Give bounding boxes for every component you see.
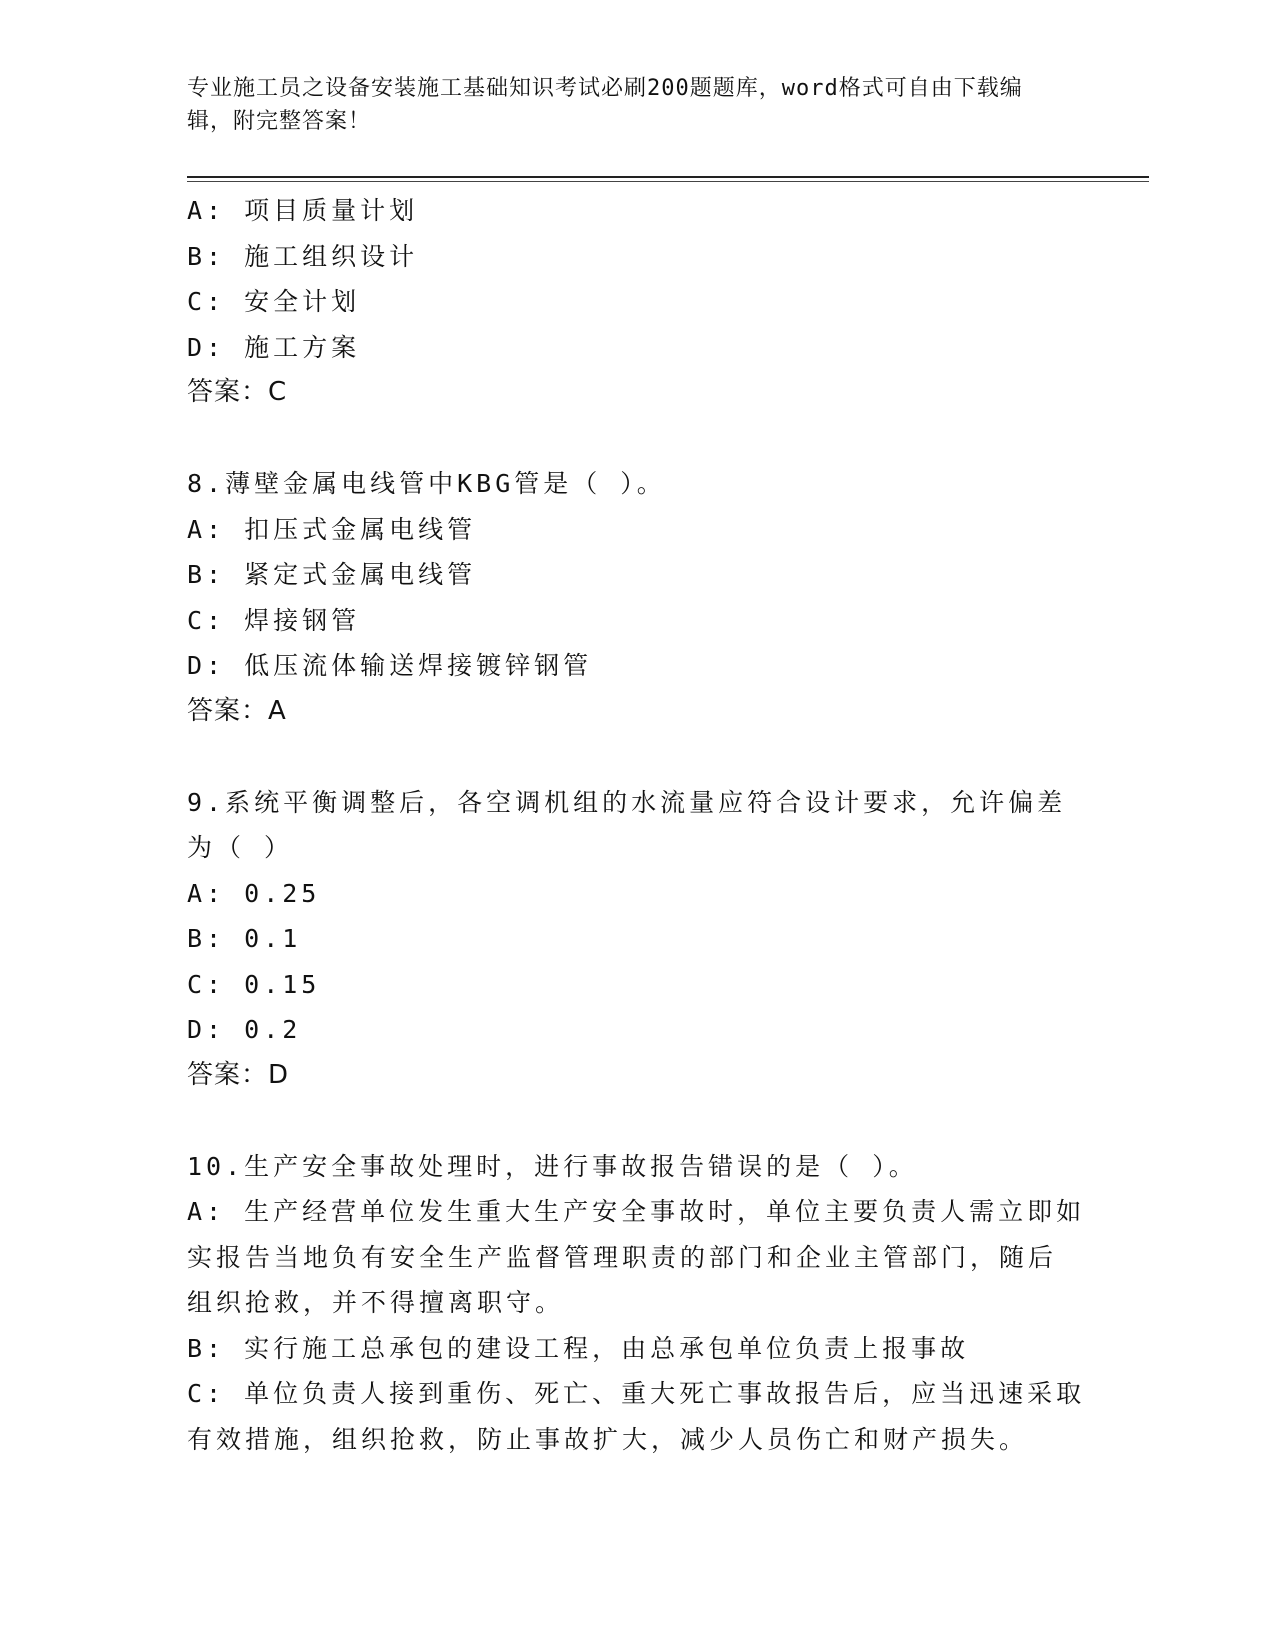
q8-question: 8.薄壁金属电线管中KBG管是（ ）。	[187, 469, 666, 498]
q7-option-a: A: 项目质量计划	[187, 196, 419, 225]
q9-option-a: A: 0.25	[187, 878, 321, 908]
q8-option-a: A: 扣压式金属电线管	[187, 514, 477, 544]
question-8-block	[187, 461, 1067, 734]
spacer	[187, 416, 1087, 462]
q9-option-b: B: 0.1	[187, 924, 302, 953]
q10-question: 10.生产安全事故处理时，进行事故报告错误的是（ ）。	[187, 1151, 918, 1181]
question-10-block	[187, 1144, 1086, 1463]
header-divider-thick	[187, 176, 1149, 178]
document-header: 专业施工员之设备安装施工基础知识考试必刷200题题库，word格式可自由下载编辑，附完整答案！	[187, 76, 1023, 134]
q10-option-a-line-1: A: 生产经营单位发生重大生产安全事故时，单位主要负责人需立即如	[187, 1197, 1086, 1226]
q9-option-d: D: 0.2	[187, 1015, 302, 1044]
question-7-block	[187, 188, 1067, 416]
question-9-block	[187, 780, 1067, 1099]
q7-option-b: B: 施工组织设计	[187, 241, 419, 271]
q9-question-line-2: 为（ ）	[187, 833, 294, 862]
spacer	[187, 734, 1087, 780]
q7-option-d: D: 施工方案	[187, 332, 361, 362]
q8-option-c: C: 焊接钢管	[187, 605, 361, 635]
q10-option-a-line-2: 实报告当地负有安全生产监督管理职责的部门和企业主管部门，随后	[187, 1242, 1058, 1272]
q9-option-c: C: 0.15	[187, 969, 321, 999]
q7-answer: 答案：C	[187, 377, 288, 407]
q10-option-c-line-2: 有效措施，组织抢救，防止事故扩大，减少人员伤亡和财产损失。	[187, 1424, 1029, 1454]
q8-option-d: D: 低压流体输送焊接镀锌钢管	[187, 651, 593, 680]
question-content	[187, 188, 1087, 1462]
q7-option-c: C: 安全计划	[187, 287, 361, 316]
q9-question-line-1: 9.系统平衡调整后，各空调机组的水流量应符合设计要求，允许偏差	[187, 787, 1067, 817]
header-divider-thin	[187, 181, 1149, 182]
q10-option-a-line-3: 组织抢救，并不得擅离职守。	[187, 1288, 565, 1317]
q8-option-b: B: 紧定式金属电线管	[187, 560, 477, 589]
q8-answer: 答案：A	[187, 695, 287, 726]
q9-answer: 答案：D	[187, 1059, 290, 1090]
q10-option-c-line-1: C: 单位负责人接到重伤、死亡、重大死亡事故报告后，应当迅速采取	[187, 1379, 1086, 1408]
spacer	[187, 1098, 1087, 1144]
q10-option-b: B: 实行施工总承包的建设工程，由总承包单位负责上报事故	[187, 1333, 970, 1363]
